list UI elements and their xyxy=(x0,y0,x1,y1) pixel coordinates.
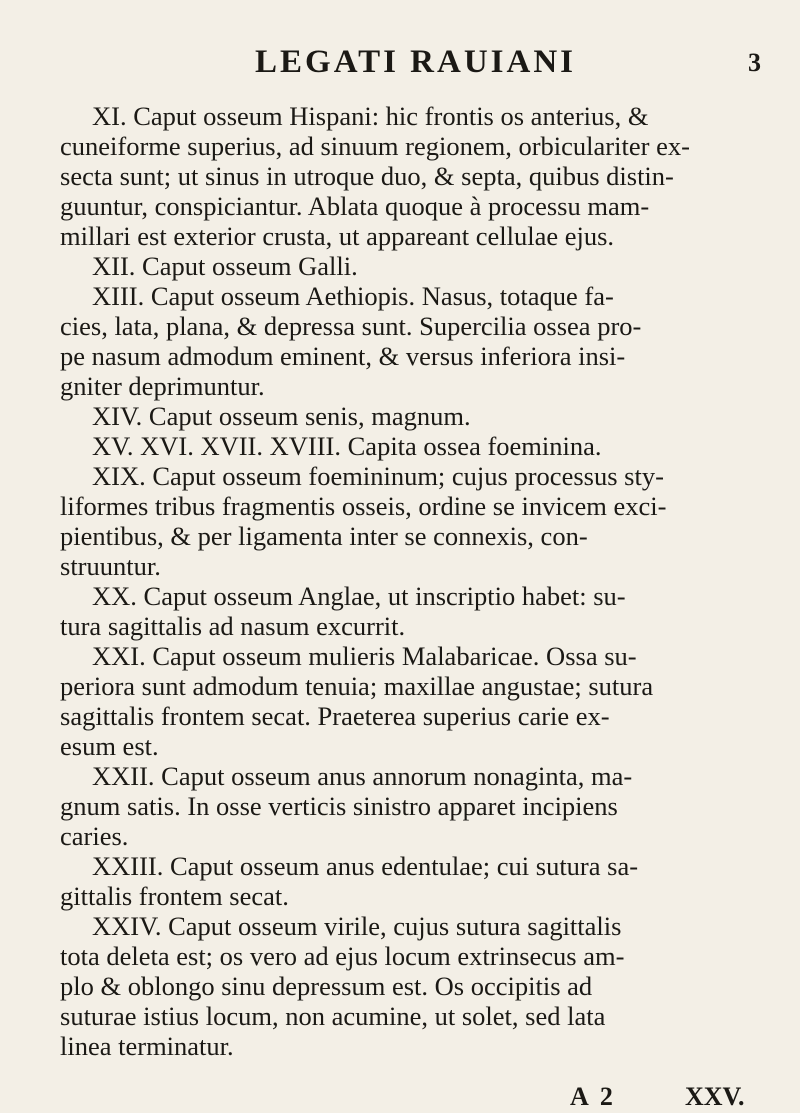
text-line: pientibus, & per ligamenta inter se connexis, con- xyxy=(60,521,588,551)
text-line: periora sunt admodum tenuia; maxillae angustae; sutura xyxy=(60,671,654,701)
text-line: gittalis frontem secat. xyxy=(60,881,289,911)
text-line: sagittalis frontem secat. Praeterea superius carie ex- xyxy=(60,701,610,731)
text-line: caries. xyxy=(60,821,129,851)
page-footer xyxy=(0,1082,800,1112)
text-line: gnum satis. In osse verticis sinistro apparet incipiens xyxy=(60,791,618,821)
text-line: XXI. Caput osseum mulieris Malabaricae. Ossa su- xyxy=(92,641,637,671)
text-line: guuntur, conspiciantur. Ablata quoque à processu mam- xyxy=(60,191,650,221)
text-line: XXII. Caput osseum anus annorum nonaginta, ma- xyxy=(92,761,633,791)
text-line: XI. Caput osseum Hispani: hic frontis os anterius, & xyxy=(92,101,649,131)
signature-mark: A 2 xyxy=(570,1082,616,1111)
text-line: linea terminatur. xyxy=(60,1031,234,1061)
text-line: XIII. Caput osseum Aethiopis. Nasus, totaque fa- xyxy=(92,281,614,311)
text-line: plo & oblongo sinu depressum est. Os occipitis ad xyxy=(60,971,593,1001)
text-line: cuneiforme superius, ad sinuum regionem, orbiculariter ex- xyxy=(60,131,690,161)
text-line: millari est exterior crusta, ut appareant cellulae ejus. xyxy=(60,221,615,251)
page-number: 3 xyxy=(748,48,761,77)
text-line: XV. XVI. XVII. XVIII. Capita ossea foeminina. xyxy=(92,431,602,461)
text-line: XX. Caput osseum Anglae, ut inscriptio habet: su- xyxy=(92,581,626,611)
text-line: XXIII. Caput osseum anus edentulae; cui sutura sa- xyxy=(92,851,639,881)
text-line: XIV. Caput osseum senis, magnum. xyxy=(92,401,471,431)
text-line: XIX. Caput osseum foemininum; cujus processus sty- xyxy=(92,461,664,491)
text-line: XXIV. Caput osseum virile, cujus sutura sagittalis xyxy=(92,911,622,941)
text-line: struuntur. xyxy=(60,551,161,581)
text-line: pe nasum admodum eminent, & versus inferiora insi- xyxy=(60,341,626,371)
catchword: XXV. xyxy=(685,1082,745,1111)
running-head: LEGATI RAUIANI xyxy=(255,44,577,80)
text-line: liformes tribus fragmentis osseis, ordine se invicem exci- xyxy=(60,491,667,521)
text-line: tota deleta est; os vero ad ejus locum extrinsecus am- xyxy=(60,941,625,971)
text-line: secta sunt; ut sinus in utroque duo, & septa, quibus distin- xyxy=(60,161,674,191)
text-line: XII. Caput osseum Galli. xyxy=(92,251,358,281)
text-line: suturae istius locum, non acumine, ut solet, sed lata xyxy=(60,1001,606,1031)
text-line: gniter deprimuntur. xyxy=(60,371,265,401)
page-header xyxy=(0,44,800,88)
text-line: tura sagittalis ad nasum excurrit. xyxy=(60,611,406,641)
text-line: esum est. xyxy=(60,731,159,761)
text-line: cies, lata, plana, & depressa sunt. Supercilia ossea pro- xyxy=(60,311,642,341)
